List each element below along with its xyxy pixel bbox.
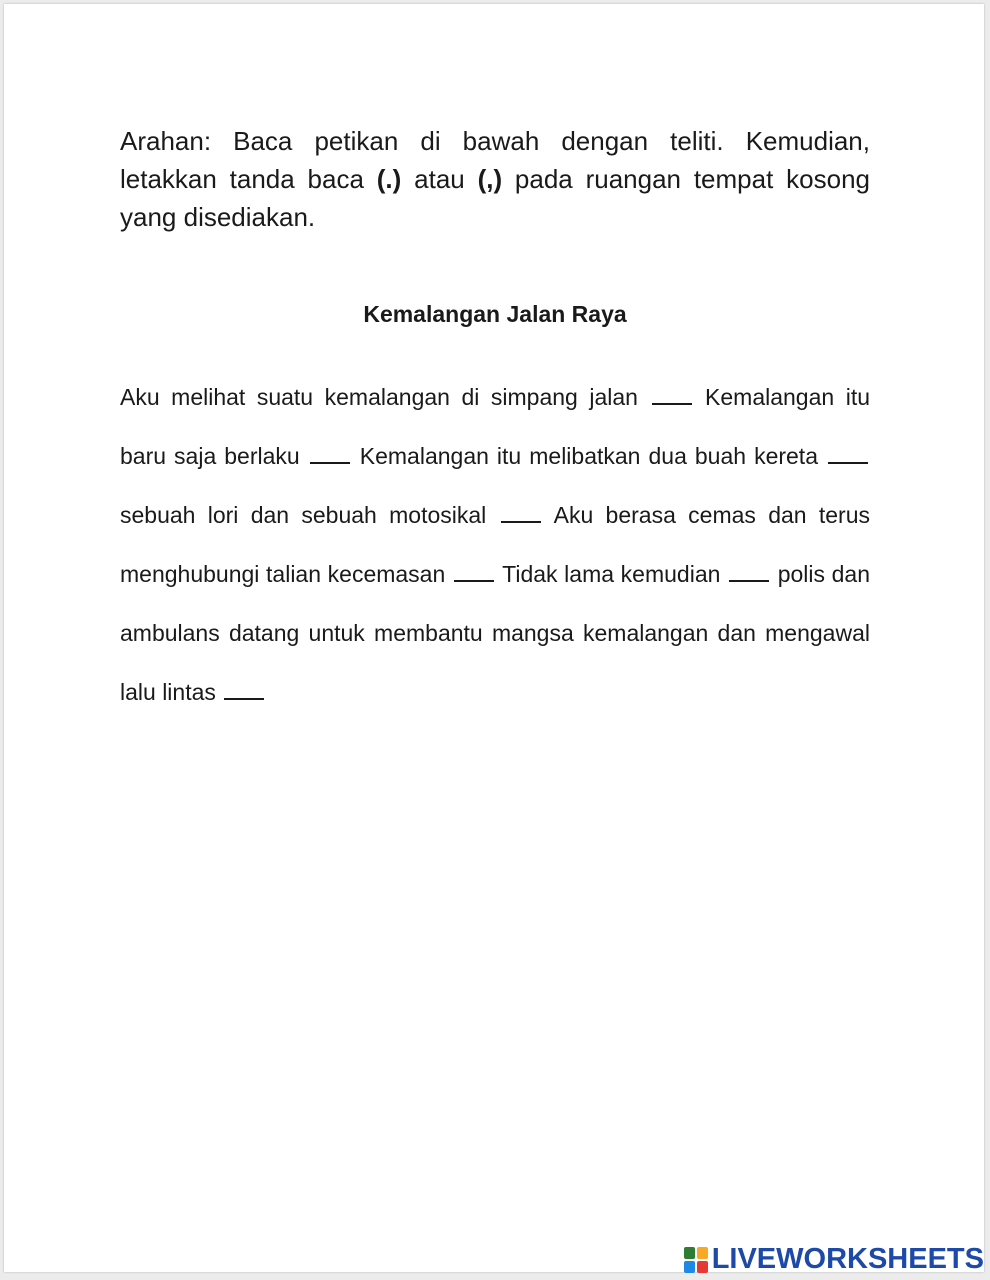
instructions-text-after: pada ruangan tempat kosong yang disediakan.	[120, 164, 870, 232]
blank-3[interactable]	[828, 444, 868, 464]
instructions-text-middle: atau	[401, 164, 478, 194]
passage-segment: sebuah lori dan sebuah motosikal	[120, 502, 487, 528]
instructions	[120, 122, 870, 236]
liveworksheets-logo-icon	[684, 1247, 708, 1273]
logo-square-green	[684, 1247, 695, 1259]
liveworksheets-logo-text: LIVEWORKSHEETS	[711, 1243, 984, 1275]
blank-4[interactable]	[501, 503, 541, 523]
passage-segment: Tidak lama kemudian	[502, 561, 721, 587]
blank-2[interactable]	[310, 444, 350, 464]
passage-segment: polis dan ambulans datang untuk membantu mangsa kemalangan dan mengawal lalu lintas	[120, 561, 871, 705]
blank-5[interactable]	[454, 562, 494, 582]
passage-segment: Kemalangan itu baru saja berlaku	[120, 384, 871, 469]
blank-6[interactable]	[729, 562, 769, 582]
passage-segment: Kemalangan itu melibatkan dua buah kereta	[359, 443, 818, 469]
blank-1[interactable]	[652, 385, 692, 405]
passage-title: Kemalangan Jalan Raya	[363, 301, 627, 327]
passage	[120, 368, 870, 722]
blank-7[interactable]	[224, 680, 264, 700]
passage-segment: Aku melihat suatu kemalangan di simpang jalan	[120, 384, 638, 410]
liveworksheets-logo	[684, 1243, 984, 1276]
passage-segment: Aku berasa cemas dan terus menghubungi talian kecemasan	[120, 502, 870, 587]
period-mark: (.)	[376, 164, 402, 194]
logo-square-blue	[684, 1261, 695, 1273]
logo-square-red	[697, 1261, 708, 1273]
instructions-text-before: Arahan: Baca petikan di bawah dengan teliti. Kemudian, letakkan tanda baca	[120, 126, 870, 194]
logo-square-yellow	[697, 1247, 708, 1259]
worksheet-page	[4, 4, 984, 1272]
comma-mark: (,)	[477, 164, 503, 194]
